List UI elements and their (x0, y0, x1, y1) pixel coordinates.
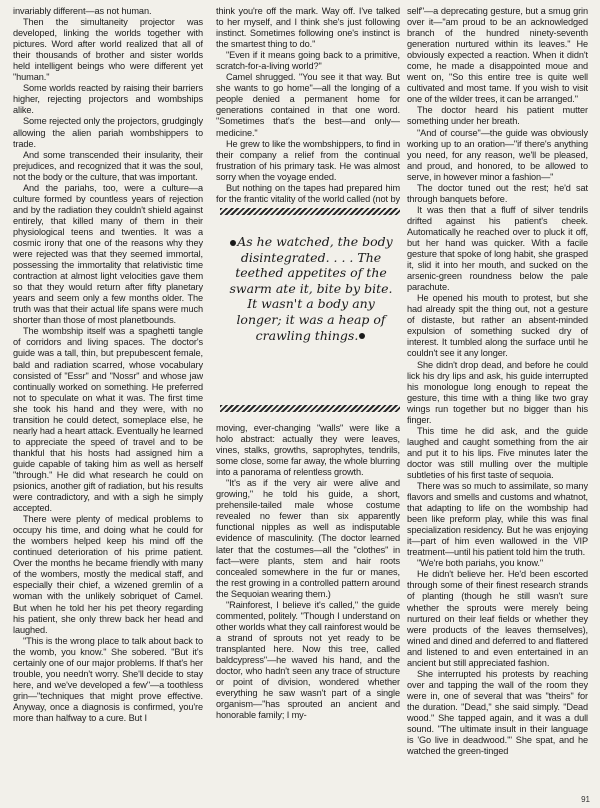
text-column-middle-bottom (216, 423, 400, 798)
paragraph: "We're both pariahs, you know." (417, 558, 544, 569)
paragraph: self"—a deprecating gesture, but a smug grin over it—"am proud to be an acknowledged branch of the hundred ninety-seventh generation nurtured within its leaves." He obviously expected a reaction. When it didn't come, he made a disappointed moue and went on, "So this entire tree is quite well cultivated and most tame. If you wish to visit one of the wilder trees, it can be arranged." (407, 6, 588, 105)
paragraph: He opened his mouth to protest, but she had already spit the thing out, not a gesture of distaste, but rather an absent-minded expulsion of something sucked dry of interest. It tumbled along the surface until he couldn't see it any longer. (407, 293, 588, 359)
text-column-right (407, 6, 588, 796)
paragraph: This time he did ask, and the guide laughed and caught something from the air and put it to his lips. Five minutes later the doctor was still mulling over the multiple subtleties of his first taste of sequoia. (407, 425, 588, 480)
paragraph: think you're off the mark. Way off. I've talked to her myself, and I think she's just following instinct. Sometimes following one's instinct is the smartest thing to do." (216, 6, 400, 50)
paragraph: Some rejected only the projectors, grudgingly allowing the alien pariah wombshippers to trade. (13, 116, 203, 149)
paragraph: The doctor heard his patient mutter something under her breath. (407, 105, 588, 127)
pull-quote (226, 234, 396, 343)
paragraph: There was so much to assimilate, so many flavors and smells and customs and whatnot, that adapting to life on the wombship had been like preform play, while this was final specialization residency. But he was enjoying it—part of him even wallowed in the VIP treatment—until his patient told him the truth. (407, 481, 588, 558)
paragraph: "Rainforest, I believe it's called," the guide commented, politely. "Though I understand on other worlds what they call rainforest would be a strand of sprouts not yet ready to be transplanted here. Now this tree, called baldcypress"—he waved his hand, and the doctor, who hadn't seen any trace of structure or point of division, wondered whether everything he saw wasn't part of a single organism—"has sprouted an ancient and honorable family; I my- (216, 599, 400, 721)
text-column-middle-top (216, 6, 400, 206)
paragraph: And the pariahs, too, were a culture—a culture formed by countless years of rejection and by the radiation they couldn't shield against entirely, that killed many of them in their physiological teens and twenties. It was a cosmic irony that one of the reasons why they were rejected was that they seemed immortal, possessing the immortality that relativistic time contraction at almost light velocities gave them so that they would return after fifty planetary years and seem only a few months older. The truth was that their actual life spans were much shorter than those of most planetbounds. (13, 182, 203, 326)
paragraph: Some worlds reacted by raising their barriers higher, rejecting projectors and wombships alike. (13, 83, 203, 116)
paragraph: She didn't drop dead, and before he could lick his dry lips and ask, his guide interrupted his monologue long enough to repeat the gesture, this time with a thing like two gray wings run together but no bigger than his finger. (407, 359, 588, 425)
paragraph: But nothing on the tapes had prepared him for the frantic vitality of the world called (not by (216, 182, 400, 204)
paragraph: invariably different—as not human. (13, 6, 152, 16)
hatched-rule-bottom (220, 405, 400, 412)
paragraph: He didn't believe her. He'd been escorted through some of their finest research strands of planting (though he still wasn't sure whether the sprouts were merely being nurtured on their leaf fields or whether they were products of the leaves themselves), wined and dined and deferred to and flattered and listened to and even entertained in an ancient but still appreciated fashion. (407, 569, 588, 668)
pull-quote-text: As he watched, the body disintegrated. . . . The teethed appetites of the swarm ate it, bite by bite. It wasn't a body any longer; it was a heap of crawling things. (229, 234, 393, 343)
bullet-open-icon (230, 240, 236, 246)
paragraph: "This is the wrong place to talk about back to the womb, you know." She sobered. "But it's certainly one of our major problems. If that's her trouble, you needn't worry. She'll decide to stay here, and we've developed a few"—a toothless grin—"techniques that might prove effective. Anyway, once a diagnosis is confirmed, you're more than halfway to a cure. But I (13, 635, 203, 723)
paragraph: The doctor tuned out the rest; he'd sat through banquets before. (407, 182, 588, 204)
paragraph: He grew to like the wombshippers, to find in their company a relief from the continual frustration of his primary task. He was almost sorry when the voyage ended. (216, 138, 400, 182)
text-column-left (13, 6, 203, 796)
paragraph: And some transcended their insularity, their prejudices, and recognized that it was the soul, not the body or the culture, that was important. (13, 149, 203, 182)
page-number: 91 (581, 795, 590, 804)
paragraph: The wombship itself was a spaghetti tangle of corridors and living spaces. The doctor's guide was a tall, thin, but prepubescent female, bald and radiation scarred, whose vocabulary consisted of "Essr" and "Nossr" and whose jaw continually worked on something. He preferred not to speculate on what it was. The first time she took his hand and they were, with no transition he could detect, someplace else, he nearly had a heart attack. Eventually he learned to appreciate the speed of travel and to be thankful that his hosts had assigned him a guide capable of taking him as well as herself "through." He did what research he could on psionics, another gift of radiation, but his results were contradictory, and with a sigh he simply accepted. (13, 326, 203, 514)
paragraph: "And of course"—the guide was obviously working up to an oration—"if there's anything you need, for any reason, we'll be pleased, and proud, and honored, to be allowed to serve, in however minor a fashion—" (407, 127, 588, 182)
paragraph: moving, ever-changing "walls" were like a holo abstract: actually they were leaves, vines, stalks, growths, saprophytes, tendrils, some close, some far away, the whole blurring into a panorama of relentless growth. (216, 423, 400, 478)
paragraph: It was then that a fluff of silver tendrils drifted against his patient's cheek. Automatically he reached over to pluck it off, but her hand was quicker. With a facile gesture that spoke of long habit, she grasped it, slid it into her mouth, and sucked on the arsenic-green roundness below the pale parachute. (407, 204, 588, 293)
pull-quote-box (220, 208, 400, 412)
hatched-rule-top (220, 208, 400, 215)
paragraph: Then the simultaneity projector was developed, linking the worlds together with pictures. Word after world realized that all of their thousands of brother and sister worlds held intelligent beings who were different yet "human." (13, 17, 203, 83)
paragraph: "It's as if the very air were alive and growing," he told his guide, a short, prehensile-tailed male whose costume revealed no fewer than six apparently functional nipples as well as indisputable evidence of masculinity. (The doctor learned later that the costumes—all the "clothes" in fact—were plants, stem and hair roots concealed somewhere in the fur or manes, the rest growing in a controlled pattern around the Sequoian wearing them.) (216, 478, 400, 599)
paragraph: She interrupted his protests by reaching over and tapping the wall of the room they were in, one of several that was "theirs" for the duration. "Dead," she said simply. "Dead wood." She tapped again, and it was a dull sound. "The ultimate insult in their language is 'Go live in deadwood.'" She spat, and he watched the green-tinged (407, 668, 588, 757)
bullet-close-icon (359, 333, 365, 339)
paragraph: Camel shrugged. "You see it that way. But she wants to go home"—all the longing of a people denied a permanent home for generations contained in that one word. "Sometimes that's the best—and only—medicine." (216, 72, 400, 138)
paragraph: "Even if it means going back to a primitive, scratch-for-a-living world?" (216, 50, 400, 72)
paragraph: There were plenty of medical problems to occupy his time, and doing what he could for the wombers helped keep his mind off the continued deterioration of his prime patient. Over the months he became friendly with many of the wombers, mostly the medical staff, and especially their chief, a wizened gremlin of a woman with the unlikely sobriquet of Camel. But when he told her his pet theory regarding his patient, she only threw back her head and laughed. (13, 514, 203, 635)
